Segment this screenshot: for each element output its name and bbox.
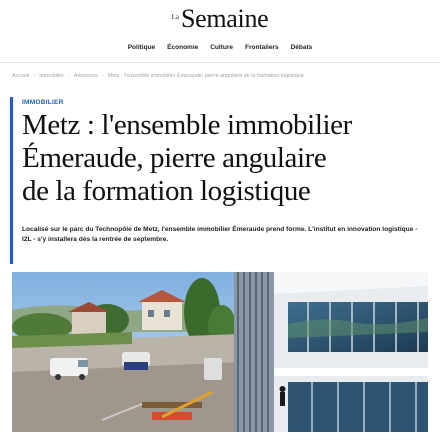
breadcrumb-separator: ›: [101, 73, 104, 79]
breadcrumb-immobilier[interactable]: Immobilier: [39, 73, 65, 79]
logo-name: Semaine: [180, 4, 269, 33]
breadcrumb-home[interactable]: Accueil: [12, 73, 30, 79]
breadcrumb-current: Metz : l'ensemble immobilier Émeraude, pierre angulaire de la formation logistique: [107, 73, 304, 79]
breadcrumb-annonces[interactable]: Annonces: [73, 73, 98, 79]
headline-line: de la formation logistique: [22, 175, 311, 207]
masthead: [0, 4, 440, 34]
article-accent-bar: [10, 97, 13, 264]
construction-site-image: [12, 272, 428, 432]
headline-line: Émeraude, pierre angulaire: [22, 142, 327, 174]
main-nav: [0, 44, 440, 51]
nav-item-politique[interactable]: Politique: [127, 44, 156, 51]
header-divider: [0, 62, 440, 63]
article-photo: [12, 272, 428, 432]
nav-item-debats[interactable]: Débats: [290, 44, 313, 51]
breadcrumb-separator: ›: [33, 73, 36, 79]
breadcrumb: [12, 73, 304, 79]
article-rubric[interactable]: IMMOBILIER: [22, 99, 64, 106]
logo-prefix: La: [171, 13, 179, 21]
nav-item-economie[interactable]: Économie: [167, 44, 199, 51]
article-headline: [22, 109, 432, 208]
breadcrumb-separator: ›: [68, 73, 70, 79]
headline-line: Metz : l'ensemble immobilier: [22, 109, 352, 141]
nav-item-frontaliers[interactable]: Frontaliers: [244, 44, 279, 51]
article-chapo: Localisé sur le parc du Technopôle de Metz, l'ensemble immobilier Émeraude prend forme. L'institut en innovation logistique - I2L - s'y installera dès la rentrée de septembre.: [22, 226, 418, 243]
nav-item-culture[interactable]: Culture: [210, 44, 233, 51]
site-logo[interactable]: [172, 4, 269, 34]
